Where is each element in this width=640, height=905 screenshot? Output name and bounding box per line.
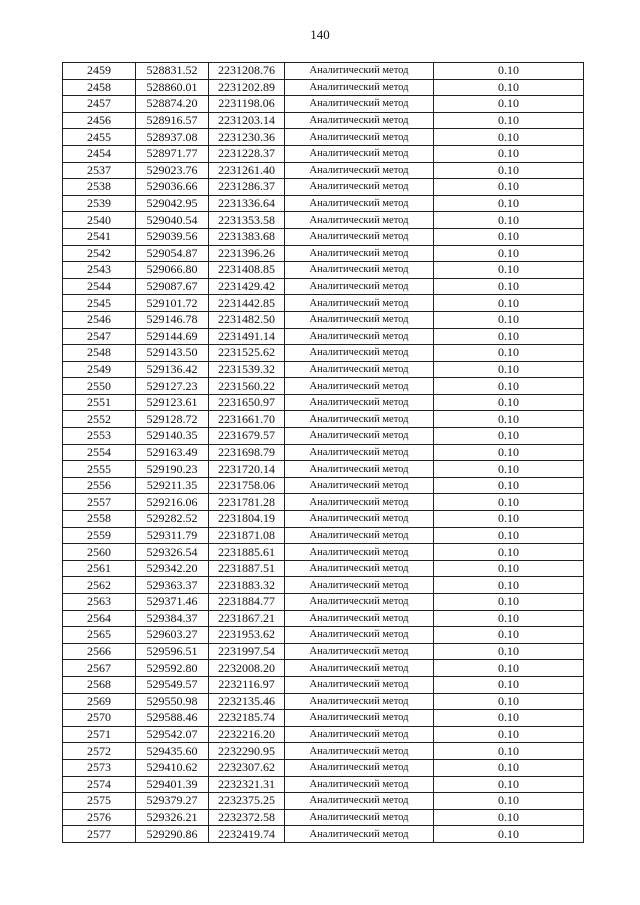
accuracy-cell: 0.10 (434, 676, 584, 693)
method-cell: Аналитический метод (285, 511, 434, 528)
point-number-cell: 2564 (63, 610, 136, 627)
table-row (63, 726, 584, 743)
y-coordinate-cell: 2231953.62 (209, 627, 285, 644)
point-number-cell: 2573 (63, 759, 136, 776)
table-row (63, 676, 584, 693)
accuracy-cell: 0.10 (434, 477, 584, 494)
y-coordinate-cell: 2231482.50 (209, 311, 285, 328)
x-coordinate-cell: 529435.60 (136, 743, 209, 760)
method-cell: Аналитический метод (285, 179, 434, 196)
accuracy-cell: 0.10 (434, 162, 584, 179)
y-coordinate-cell: 2231781.28 (209, 494, 285, 511)
accuracy-cell: 0.10 (434, 129, 584, 146)
method-cell: Аналитический метод (285, 643, 434, 660)
method-cell: Аналитический метод (285, 278, 434, 295)
x-coordinate-cell: 529326.54 (136, 544, 209, 561)
y-coordinate-cell: 2231698.79 (209, 444, 285, 461)
x-coordinate-cell: 529282.52 (136, 511, 209, 528)
y-coordinate-cell: 2232135.46 (209, 693, 285, 710)
x-coordinate-cell: 529384.37 (136, 610, 209, 627)
point-number-cell: 2574 (63, 776, 136, 793)
point-number-cell: 2567 (63, 660, 136, 677)
point-number-cell: 2459 (63, 63, 136, 80)
table-row (63, 394, 584, 411)
x-coordinate-cell: 529211.35 (136, 477, 209, 494)
method-cell: Аналитический метод (285, 428, 434, 445)
accuracy-cell: 0.10 (434, 278, 584, 295)
point-number-cell: 2569 (63, 693, 136, 710)
table-row (63, 145, 584, 162)
x-coordinate-cell: 528937.08 (136, 129, 209, 146)
point-number-cell: 2562 (63, 577, 136, 594)
accuracy-cell: 0.10 (434, 179, 584, 196)
method-cell: Аналитический метод (285, 776, 434, 793)
method-cell: Аналитический метод (285, 112, 434, 129)
x-coordinate-cell: 528916.57 (136, 112, 209, 129)
point-number-cell: 2542 (63, 245, 136, 262)
accuracy-cell: 0.10 (434, 643, 584, 660)
accuracy-cell: 0.10 (434, 793, 584, 810)
x-coordinate-cell: 529042.95 (136, 195, 209, 212)
method-cell: Аналитический метод (285, 560, 434, 577)
method-cell: Аналитический метод (285, 162, 434, 179)
y-coordinate-cell: 2231396.26 (209, 245, 285, 262)
point-number-cell: 2556 (63, 477, 136, 494)
method-cell: Аналитический метод (285, 676, 434, 693)
method-cell: Аналитический метод (285, 361, 434, 378)
x-coordinate-cell: 528831.52 (136, 63, 209, 80)
y-coordinate-cell: 2231650.97 (209, 394, 285, 411)
y-coordinate-cell: 2231679.57 (209, 428, 285, 445)
table-row (63, 793, 584, 810)
table-row (63, 228, 584, 245)
y-coordinate-cell: 2232290.95 (209, 743, 285, 760)
x-coordinate-cell: 529143.50 (136, 345, 209, 362)
table-row (63, 660, 584, 677)
x-coordinate-cell: 529163.49 (136, 444, 209, 461)
table-row (63, 610, 584, 627)
accuracy-cell: 0.10 (434, 328, 584, 345)
x-coordinate-cell: 529144.69 (136, 328, 209, 345)
point-number-cell: 2559 (63, 527, 136, 544)
method-cell: Аналитический метод (285, 693, 434, 710)
point-number-cell: 2571 (63, 726, 136, 743)
accuracy-cell: 0.10 (434, 428, 584, 445)
table-row (63, 411, 584, 428)
y-coordinate-cell: 2232372.58 (209, 809, 285, 826)
x-coordinate-cell: 529549.57 (136, 676, 209, 693)
method-cell: Аналитический метод (285, 494, 434, 511)
y-coordinate-cell: 2231661.70 (209, 411, 285, 428)
table-row (63, 96, 584, 113)
method-cell: Аналитический метод (285, 129, 434, 146)
point-number-cell: 2539 (63, 195, 136, 212)
table-row (63, 328, 584, 345)
x-coordinate-cell: 529311.79 (136, 527, 209, 544)
x-coordinate-cell: 529087.67 (136, 278, 209, 295)
y-coordinate-cell: 2231525.62 (209, 345, 285, 362)
y-coordinate-cell: 2231408.85 (209, 262, 285, 279)
table-row (63, 311, 584, 328)
x-coordinate-cell: 529588.46 (136, 710, 209, 727)
point-number-cell: 2565 (63, 627, 136, 644)
accuracy-cell: 0.10 (434, 112, 584, 129)
method-cell: Аналитический метод (285, 527, 434, 544)
table-row (63, 776, 584, 793)
table-row (63, 743, 584, 760)
accuracy-cell: 0.10 (434, 809, 584, 826)
accuracy-cell: 0.10 (434, 361, 584, 378)
accuracy-cell: 0.10 (434, 444, 584, 461)
accuracy-cell: 0.10 (434, 63, 584, 80)
point-number-cell: 2572 (63, 743, 136, 760)
y-coordinate-cell: 2231286.37 (209, 179, 285, 196)
table-row (63, 378, 584, 395)
point-number-cell: 2560 (63, 544, 136, 561)
table-row (63, 560, 584, 577)
method-cell: Аналитический метод (285, 444, 434, 461)
point-number-cell: 2549 (63, 361, 136, 378)
accuracy-cell: 0.10 (434, 345, 584, 362)
page-number: 140 (310, 27, 330, 42)
table-row (63, 245, 584, 262)
point-number-cell: 2553 (63, 428, 136, 445)
x-coordinate-cell: 529342.20 (136, 560, 209, 577)
x-coordinate-cell: 529216.06 (136, 494, 209, 511)
point-number-cell: 2570 (63, 710, 136, 727)
accuracy-cell: 0.10 (434, 743, 584, 760)
method-cell: Аналитический метод (285, 328, 434, 345)
table-row (63, 195, 584, 212)
accuracy-cell: 0.10 (434, 776, 584, 793)
table-row (63, 693, 584, 710)
point-number-cell: 2554 (63, 444, 136, 461)
x-coordinate-cell: 529596.51 (136, 643, 209, 660)
coordinates-table (62, 62, 584, 843)
method-cell: Аналитический метод (285, 726, 434, 743)
point-number-cell: 2543 (63, 262, 136, 279)
method-cell: Аналитический метод (285, 826, 434, 843)
point-number-cell: 2458 (63, 79, 136, 96)
y-coordinate-cell: 2231429.42 (209, 278, 285, 295)
method-cell: Аналитический метод (285, 63, 434, 80)
table-row (63, 444, 584, 461)
accuracy-cell: 0.10 (434, 295, 584, 312)
y-coordinate-cell: 2231867.21 (209, 610, 285, 627)
y-coordinate-cell: 2231804.19 (209, 511, 285, 528)
point-number-cell: 2551 (63, 394, 136, 411)
y-coordinate-cell: 2232419.74 (209, 826, 285, 843)
x-coordinate-cell: 529371.46 (136, 594, 209, 611)
table-row (63, 428, 584, 445)
y-coordinate-cell: 2231228.37 (209, 145, 285, 162)
y-coordinate-cell: 2231883.32 (209, 577, 285, 594)
accuracy-cell: 0.10 (434, 245, 584, 262)
x-coordinate-cell: 529190.23 (136, 461, 209, 478)
y-coordinate-cell: 2232307.62 (209, 759, 285, 776)
y-coordinate-cell: 2231353.58 (209, 212, 285, 229)
y-coordinate-cell: 2231539.32 (209, 361, 285, 378)
point-number-cell: 2538 (63, 179, 136, 196)
y-coordinate-cell: 2231887.51 (209, 560, 285, 577)
method-cell: Аналитический метод (285, 262, 434, 279)
point-number-cell: 2454 (63, 145, 136, 162)
x-coordinate-cell: 529550.98 (136, 693, 209, 710)
table-row (63, 179, 584, 196)
method-cell: Аналитический метод (285, 245, 434, 262)
y-coordinate-cell: 2231758.06 (209, 477, 285, 494)
accuracy-cell: 0.10 (434, 461, 584, 478)
method-cell: Аналитический метод (285, 710, 434, 727)
method-cell: Аналитический метод (285, 544, 434, 561)
y-coordinate-cell: 2231230.36 (209, 129, 285, 146)
accuracy-cell: 0.10 (434, 726, 584, 743)
y-coordinate-cell: 2232008.20 (209, 660, 285, 677)
point-number-cell: 2544 (63, 278, 136, 295)
method-cell: Аналитический метод (285, 79, 434, 96)
point-number-cell: 2541 (63, 228, 136, 245)
x-coordinate-cell: 529054.87 (136, 245, 209, 262)
point-number-cell: 2555 (63, 461, 136, 478)
table-row (63, 112, 584, 129)
y-coordinate-cell: 2232321.31 (209, 776, 285, 793)
x-coordinate-cell: 529140.35 (136, 428, 209, 445)
accuracy-cell: 0.10 (434, 262, 584, 279)
table-row (63, 544, 584, 561)
table-row (63, 212, 584, 229)
table-row (63, 278, 584, 295)
point-number-cell: 2547 (63, 328, 136, 345)
method-cell: Аналитический метод (285, 228, 434, 245)
table-row (63, 627, 584, 644)
accuracy-cell: 0.10 (434, 577, 584, 594)
point-number-cell: 2545 (63, 295, 136, 312)
method-cell: Аналитический метод (285, 627, 434, 644)
method-cell: Аналитический метод (285, 212, 434, 229)
method-cell: Аналитический метод (285, 345, 434, 362)
accuracy-cell: 0.10 (434, 594, 584, 611)
y-coordinate-cell: 2231720.14 (209, 461, 285, 478)
x-coordinate-cell: 529101.72 (136, 295, 209, 312)
method-cell: Аналитический метод (285, 477, 434, 494)
accuracy-cell: 0.10 (434, 411, 584, 428)
accuracy-cell: 0.10 (434, 660, 584, 677)
x-coordinate-cell: 529326.21 (136, 809, 209, 826)
accuracy-cell: 0.10 (434, 627, 584, 644)
y-coordinate-cell: 2231997.54 (209, 643, 285, 660)
accuracy-cell: 0.10 (434, 228, 584, 245)
point-number-cell: 2558 (63, 511, 136, 528)
x-coordinate-cell: 529592.80 (136, 660, 209, 677)
table-row (63, 594, 584, 611)
table-row (63, 162, 584, 179)
y-coordinate-cell: 2231560.22 (209, 378, 285, 395)
method-cell: Аналитический метод (285, 660, 434, 677)
accuracy-cell: 0.10 (434, 693, 584, 710)
method-cell: Аналитический метод (285, 378, 434, 395)
x-coordinate-cell: 529128.72 (136, 411, 209, 428)
y-coordinate-cell: 2231198.06 (209, 96, 285, 113)
table-row (63, 577, 584, 594)
x-coordinate-cell: 529410.62 (136, 759, 209, 776)
y-coordinate-cell: 2231203.14 (209, 112, 285, 129)
table-row (63, 361, 584, 378)
point-number-cell: 2537 (63, 162, 136, 179)
point-number-cell: 2557 (63, 494, 136, 511)
method-cell: Аналитический метод (285, 394, 434, 411)
point-number-cell: 2548 (63, 345, 136, 362)
method-cell: Аналитический метод (285, 759, 434, 776)
y-coordinate-cell: 2231202.89 (209, 79, 285, 96)
accuracy-cell: 0.10 (434, 145, 584, 162)
x-coordinate-cell: 529401.39 (136, 776, 209, 793)
x-coordinate-cell: 529542.07 (136, 726, 209, 743)
point-number-cell: 2561 (63, 560, 136, 577)
method-cell: Аналитический метод (285, 793, 434, 810)
point-number-cell: 2566 (63, 643, 136, 660)
accuracy-cell: 0.10 (434, 527, 584, 544)
y-coordinate-cell: 2231491.14 (209, 328, 285, 345)
method-cell: Аналитический метод (285, 311, 434, 328)
coordinates-table-body (63, 63, 584, 843)
y-coordinate-cell: 2232185.74 (209, 710, 285, 727)
accuracy-cell: 0.10 (434, 544, 584, 561)
accuracy-cell: 0.10 (434, 560, 584, 577)
point-number-cell: 2552 (63, 411, 136, 428)
method-cell: Аналитический метод (285, 577, 434, 594)
y-coordinate-cell: 2231383.68 (209, 228, 285, 245)
method-cell: Аналитический метод (285, 145, 434, 162)
x-coordinate-cell: 529603.27 (136, 627, 209, 644)
x-coordinate-cell: 529123.61 (136, 394, 209, 411)
table-row (63, 262, 584, 279)
table-row (63, 643, 584, 660)
table-row (63, 477, 584, 494)
accuracy-cell: 0.10 (434, 96, 584, 113)
accuracy-cell: 0.10 (434, 394, 584, 411)
x-coordinate-cell: 528860.01 (136, 79, 209, 96)
x-coordinate-cell: 529146.78 (136, 311, 209, 328)
table-row (63, 295, 584, 312)
point-number-cell: 2455 (63, 129, 136, 146)
y-coordinate-cell: 2232375.25 (209, 793, 285, 810)
accuracy-cell: 0.10 (434, 311, 584, 328)
method-cell: Аналитический метод (285, 195, 434, 212)
table-row (63, 461, 584, 478)
y-coordinate-cell: 2232216.20 (209, 726, 285, 743)
accuracy-cell: 0.10 (434, 511, 584, 528)
table-row (63, 511, 584, 528)
table-row (63, 129, 584, 146)
x-coordinate-cell: 529039.56 (136, 228, 209, 245)
y-coordinate-cell: 2231261.40 (209, 162, 285, 179)
accuracy-cell: 0.10 (434, 826, 584, 843)
y-coordinate-cell: 2231871.08 (209, 527, 285, 544)
table-row (63, 527, 584, 544)
point-number-cell: 2456 (63, 112, 136, 129)
table-row (63, 345, 584, 362)
point-number-cell: 2457 (63, 96, 136, 113)
accuracy-cell: 0.10 (434, 378, 584, 395)
x-coordinate-cell: 529023.76 (136, 162, 209, 179)
method-cell: Аналитический метод (285, 743, 434, 760)
table-row (63, 494, 584, 511)
method-cell: Аналитический метод (285, 295, 434, 312)
method-cell: Аналитический метод (285, 411, 434, 428)
accuracy-cell: 0.10 (434, 610, 584, 627)
method-cell: Аналитический метод (285, 96, 434, 113)
y-coordinate-cell: 2231208.76 (209, 63, 285, 80)
accuracy-cell: 0.10 (434, 212, 584, 229)
method-cell: Аналитический метод (285, 809, 434, 826)
accuracy-cell: 0.10 (434, 79, 584, 96)
y-coordinate-cell: 2231884.77 (209, 594, 285, 611)
x-coordinate-cell: 529379.27 (136, 793, 209, 810)
point-number-cell: 2576 (63, 809, 136, 826)
x-coordinate-cell: 528971.77 (136, 145, 209, 162)
accuracy-cell: 0.10 (434, 195, 584, 212)
point-number-cell: 2563 (63, 594, 136, 611)
y-coordinate-cell: 2231336.64 (209, 195, 285, 212)
point-number-cell: 2568 (63, 676, 136, 693)
method-cell: Аналитический метод (285, 461, 434, 478)
y-coordinate-cell: 2231442.85 (209, 295, 285, 312)
x-coordinate-cell: 529066.80 (136, 262, 209, 279)
table-row (63, 710, 584, 727)
table-row (63, 759, 584, 776)
x-coordinate-cell: 529290.86 (136, 826, 209, 843)
y-coordinate-cell: 2232116.97 (209, 676, 285, 693)
x-coordinate-cell: 529127.23 (136, 378, 209, 395)
point-number-cell: 2577 (63, 826, 136, 843)
point-number-cell: 2575 (63, 793, 136, 810)
y-coordinate-cell: 2231885.61 (209, 544, 285, 561)
point-number-cell: 2550 (63, 378, 136, 395)
x-coordinate-cell: 529136.42 (136, 361, 209, 378)
method-cell: Аналитический метод (285, 610, 434, 627)
x-coordinate-cell: 528874.20 (136, 96, 209, 113)
table-row (63, 63, 584, 80)
table-row (63, 79, 584, 96)
accuracy-cell: 0.10 (434, 494, 584, 511)
accuracy-cell: 0.10 (434, 759, 584, 776)
x-coordinate-cell: 529040.54 (136, 212, 209, 229)
method-cell: Аналитический метод (285, 594, 434, 611)
point-number-cell: 2540 (63, 212, 136, 229)
x-coordinate-cell: 529036.66 (136, 179, 209, 196)
x-coordinate-cell: 529363.37 (136, 577, 209, 594)
table-row (63, 826, 584, 843)
accuracy-cell: 0.10 (434, 710, 584, 727)
table-row (63, 809, 584, 826)
point-number-cell: 2546 (63, 311, 136, 328)
